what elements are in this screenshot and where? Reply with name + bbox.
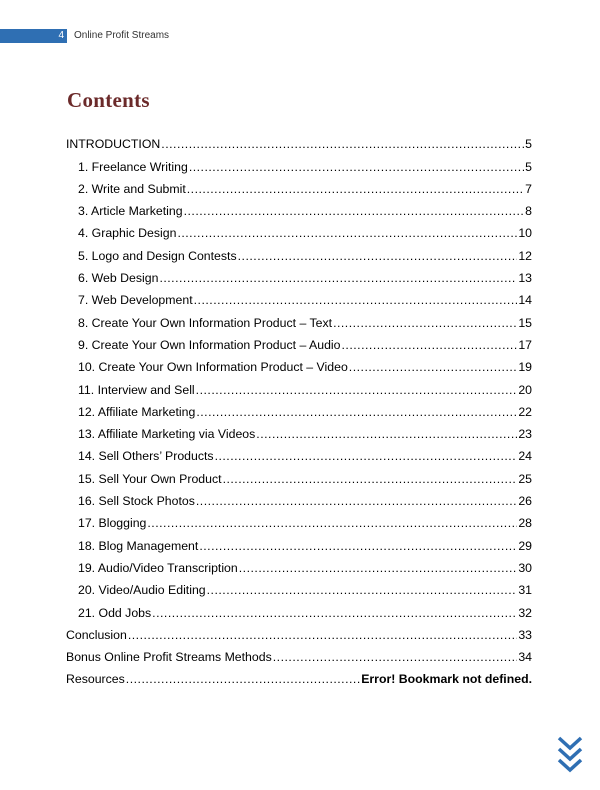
toc-entry-label: 10. Create Your Own Information Product – Video bbox=[78, 360, 348, 375]
toc-entry-page: 29 bbox=[518, 538, 532, 553]
table-of-contents bbox=[66, 130, 532, 687]
toc-entry[interactable] bbox=[66, 308, 532, 330]
toc-entry-label: 6. Web Design bbox=[78, 271, 159, 286]
toc-entry-page: 13 bbox=[518, 271, 532, 286]
toc-dot-leader bbox=[273, 649, 518, 665]
toc-entry-label: Bonus Online Profit Streams Methods bbox=[66, 650, 272, 665]
toc-entry-label: 7. Web Development bbox=[78, 293, 193, 308]
toc-entry[interactable] bbox=[66, 643, 532, 665]
toc-entry-page: 17 bbox=[518, 337, 532, 352]
toc-entry-label: 13. Affiliate Marketing via Videos bbox=[78, 427, 256, 442]
toc-entry-label: 12. Affiliate Marketing bbox=[78, 404, 196, 419]
toc-dot-leader bbox=[161, 136, 524, 152]
toc-entry-page: 20 bbox=[518, 382, 532, 397]
toc-entry-page: 24 bbox=[518, 449, 532, 464]
toc-entry-label: 19. Audio/Video Transcription bbox=[78, 560, 238, 575]
toc-entry-label: 2. Write and Submit bbox=[78, 181, 186, 196]
toc-entry[interactable] bbox=[66, 420, 532, 442]
toc-dot-leader bbox=[196, 493, 517, 509]
toc-entry-label: 5. Logo and Design Contests bbox=[78, 248, 237, 263]
toc-entry-page: Error! Bookmark not defined. bbox=[361, 672, 532, 687]
contents-heading: Contents bbox=[67, 88, 150, 112]
toc-entry-label: 21. Odd Jobs bbox=[78, 605, 152, 620]
toc-dot-leader bbox=[199, 538, 517, 554]
toc-entry-label: 14. Sell Others’ Products bbox=[78, 449, 214, 464]
toc-dot-leader bbox=[184, 203, 525, 219]
toc-entry[interactable] bbox=[66, 241, 532, 263]
toc-entry-label: 3. Article Marketing bbox=[78, 204, 183, 219]
toc-dot-leader bbox=[196, 404, 517, 420]
toc-dot-leader bbox=[147, 515, 517, 531]
toc-dot-leader bbox=[159, 270, 517, 286]
toc-dot-leader bbox=[189, 159, 524, 175]
toc-entry-page: 15 bbox=[518, 315, 532, 330]
toc-dot-leader bbox=[194, 292, 518, 308]
toc-entry[interactable] bbox=[66, 219, 532, 241]
toc-dot-leader bbox=[187, 181, 524, 197]
toc-entry[interactable] bbox=[66, 152, 532, 174]
toc-entry-label: 20. Video/Audio Editing bbox=[78, 583, 206, 598]
toc-entry-page: 8 bbox=[525, 204, 532, 219]
toc-entry-page: 28 bbox=[518, 516, 532, 531]
toc-entry[interactable] bbox=[66, 264, 532, 286]
toc-dot-leader bbox=[342, 337, 518, 353]
toc-entry[interactable] bbox=[66, 286, 532, 308]
toc-entry-label: INTRODUCTION bbox=[66, 137, 161, 152]
toc-entry[interactable] bbox=[66, 130, 532, 152]
toc-entry-label: 16. Sell Stock Photos bbox=[78, 494, 195, 509]
toc-entry-label: 17. Blogging bbox=[78, 516, 147, 531]
toc-entry-page: 5 bbox=[525, 159, 532, 174]
toc-entry[interactable] bbox=[66, 509, 532, 531]
toc-entry[interactable] bbox=[66, 398, 532, 420]
toc-entry-page: 30 bbox=[518, 560, 532, 575]
toc-entry-label: Conclusion bbox=[66, 627, 127, 642]
toc-dot-leader bbox=[177, 225, 517, 241]
toc-entry-label: 4. Graphic Design bbox=[78, 226, 177, 241]
toc-entry-page: 33 bbox=[518, 627, 532, 642]
toc-dot-leader bbox=[239, 560, 518, 576]
toc-dot-leader bbox=[126, 671, 360, 687]
toc-entry-label: 1. Freelance Writing bbox=[78, 159, 188, 174]
toc-dot-leader bbox=[223, 471, 518, 487]
toc-entry-label: 8. Create Your Own Information Product – Text bbox=[78, 315, 333, 330]
running-header-title: Online Profit Streams bbox=[74, 30, 170, 41]
toc-entry[interactable] bbox=[66, 375, 532, 397]
toc-entry-page: 23 bbox=[518, 427, 532, 442]
toc-entry-page: 19 bbox=[518, 360, 532, 375]
toc-entry[interactable] bbox=[66, 442, 532, 464]
toc-entry[interactable] bbox=[66, 621, 532, 643]
toc-entry-page: 5 bbox=[525, 137, 532, 152]
toc-entry-page: 10 bbox=[518, 226, 532, 241]
page-number: 4 bbox=[58, 30, 64, 41]
toc-dot-leader bbox=[207, 582, 518, 598]
toc-entry-page: 26 bbox=[518, 494, 532, 509]
toc-entry-page: 14 bbox=[518, 293, 532, 308]
toc-entry-label: Resources bbox=[66, 672, 125, 687]
toc-dot-leader bbox=[196, 382, 518, 398]
toc-dot-leader bbox=[152, 605, 517, 621]
toc-entry-page: 31 bbox=[518, 583, 532, 598]
toc-entry[interactable] bbox=[66, 464, 532, 486]
toc-entry[interactable] bbox=[66, 487, 532, 509]
toc-entry[interactable] bbox=[66, 175, 532, 197]
triple-chevron-down-icon[interactable] bbox=[557, 735, 583, 773]
toc-entry[interactable] bbox=[66, 531, 532, 553]
toc-entry[interactable] bbox=[66, 197, 532, 219]
toc-dot-leader bbox=[238, 248, 518, 264]
toc-entry[interactable] bbox=[66, 353, 532, 375]
toc-entry-label: 18. Blog Management bbox=[78, 538, 199, 553]
toc-entry-label: 15. Sell Your Own Product bbox=[78, 471, 222, 486]
toc-dot-leader bbox=[333, 315, 517, 331]
toc-entry-label: 11. Interview and Sell bbox=[78, 382, 195, 397]
toc-entry[interactable] bbox=[66, 554, 532, 576]
toc-entry[interactable] bbox=[66, 598, 532, 620]
toc-dot-leader bbox=[128, 627, 517, 643]
toc-entry[interactable] bbox=[66, 665, 532, 687]
toc-entry-page: 32 bbox=[518, 605, 532, 620]
toc-entry-page: 34 bbox=[518, 650, 532, 665]
toc-entry-page: 12 bbox=[518, 248, 532, 263]
toc-entry-page: 25 bbox=[518, 471, 532, 486]
toc-entry[interactable] bbox=[66, 576, 532, 598]
toc-entry-label: 9. Create Your Own Information Product – Audio bbox=[78, 337, 341, 352]
toc-entry[interactable] bbox=[66, 331, 532, 353]
toc-dot-leader bbox=[215, 448, 518, 464]
toc-entry-page: 22 bbox=[518, 404, 532, 419]
toc-dot-leader bbox=[349, 359, 518, 375]
toc-entry-page: 7 bbox=[525, 181, 532, 196]
toc-dot-leader bbox=[256, 426, 517, 442]
